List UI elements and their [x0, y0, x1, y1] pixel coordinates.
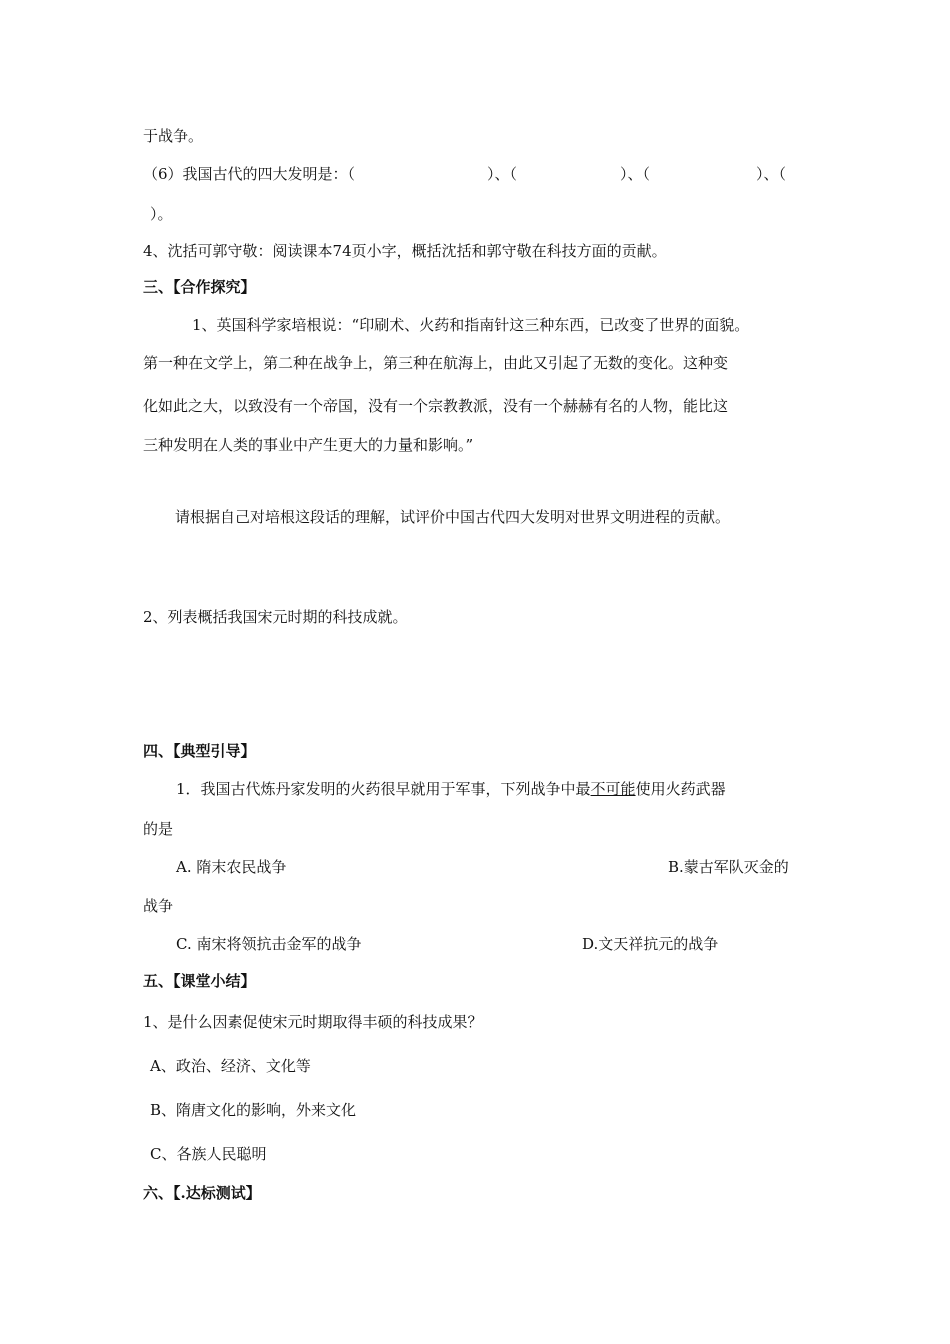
option-b-continued: 战争	[143, 897, 174, 915]
summary-question: 1、是什么因素促使宋元时期取得丰硕的科技成果？	[143, 1013, 483, 1031]
summary-option-b: B、隋唐文化的影响，外来文化	[150, 1101, 357, 1119]
option-c: C. 南宋将领抗击金军的战争	[176, 935, 362, 953]
section-3-item-2: 2、列表概括我国宋元时期的科技成就。	[143, 608, 408, 626]
gunpowder-question	[176, 779, 726, 799]
q6-separator-2: ）、（	[620, 165, 651, 183]
option-a: A. 隋末农民战争	[176, 858, 287, 876]
question-emphasis: 不可能	[590, 780, 636, 798]
question-text-post: 使用火药武器	[635, 780, 726, 798]
summary-option-a: A、政治、经济、文化等	[150, 1057, 311, 1075]
section-4-heading: 四、【典型引导】	[143, 742, 256, 760]
q6-separator-3: ）、（	[756, 165, 787, 183]
bacon-quote-line-1: 1、英国科学家培根说：“印刷术、火药和指南针这三种东西，已改变了世界的面貌。	[192, 316, 750, 334]
bacon-quote-line-2: 第一种在文学上，第二种在战争上，第三种在航海上，由此又引起了无数的变化。这种变	[143, 354, 729, 372]
option-d: D.文天祥抗元的战争	[582, 935, 719, 953]
section-3-heading: 三、【合作探究】	[143, 278, 256, 296]
bacon-quote-line-4: 三种发明在人类的事业中产生更大的力量和影响。”	[143, 436, 474, 454]
q6-stem: （6）我国古代的四大发明是：（	[143, 165, 356, 183]
question-text-pre: 1．我国古代炼丹家发明的火药很早就用于军事，下列战争中最	[176, 780, 591, 798]
q6-end: ）。	[150, 205, 173, 223]
q3-tail: 于战争。	[143, 127, 204, 145]
summary-option-c: C、各族人民聪明	[150, 1145, 267, 1163]
bacon-task: 请根据自己对培根这段话的理解，试评价中国古代四大发明对世界文明进程的贡献。	[175, 508, 731, 526]
bacon-quote-line-3: 化如此之大，以致没有一个帝国，没有一个宗教教派，没有一个赫赫有名的人物，能比这	[143, 397, 729, 415]
section-5-heading: 五、【课堂小结】	[143, 972, 256, 990]
q6-separator-1: ）、（	[487, 165, 518, 183]
gunpowder-question-line-2: 的是	[143, 820, 174, 838]
option-b: B.蒙古军队灭金的	[668, 858, 789, 876]
q4-text: 4、沈括可郭守敬：阅读课本74页小字，概括沈括和郭守敬在科技方面的贡献。	[143, 242, 667, 260]
section-6-heading: 六、【.达标测试】	[143, 1184, 261, 1202]
